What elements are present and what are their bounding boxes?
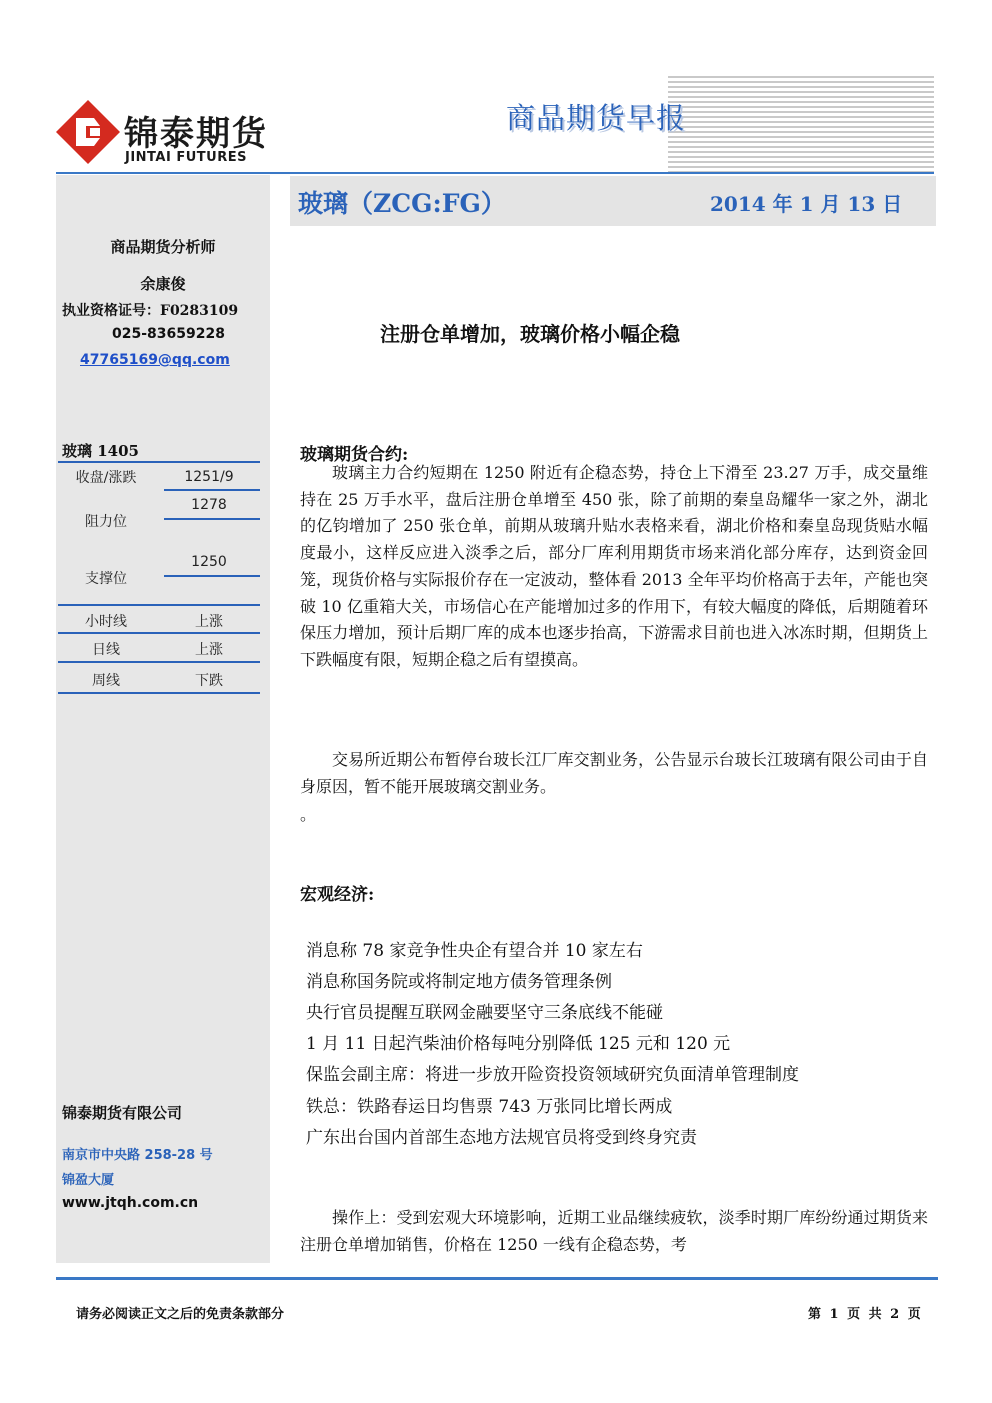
row-value-daily: 上涨 bbox=[195, 642, 223, 658]
company-website-link[interactable]: www.jtqh.com.cn bbox=[62, 1195, 199, 1211]
contract-paragraph: 玻璃主力合约短期在 1250 附近有企稳态势，持仓上下滑至 23.27 万手，成交量维持在 25 万手水平，盘后注册仓单增至 450 张，除了前期的秦皇岛耀华一家之外，湖北的亿钧增加了 250 张仓单，前期从玻璃升贴水表格来看，湖北价格和秦皇岛现货贴水幅度最小，这样反应进入淡季之后，部分厂库利用期货市场来消化部分库存，达到资金回笼，现货价格与实际报价存在一定波动，整体看 2013 全年平均价格高于去年，产能也突破 10 亿重箱大关，市场信心在产能增加过多的作用下，有较大幅度的降低，后期随着环保压力增加，预计后期厂库的成本也逐步抬高，下游需求目前也进入冰冻时期，但期货上下跌幅度有限，短期企稳之后有望摸高。 bbox=[300, 463, 928, 669]
row-value-hourly: 上涨 bbox=[195, 614, 223, 630]
table-divider bbox=[58, 692, 260, 694]
macro-news-item: 消息称国务院或将制定地方债务管理条例 bbox=[306, 972, 612, 992]
analyst-license: 执业资格证号：F0283109 bbox=[62, 303, 239, 319]
row-label-resistance: 阻力位 bbox=[85, 514, 127, 530]
macro-news-item: 保监会副主席：将进一步放开险资投资领域研究负面清单管理制度 bbox=[306, 1065, 799, 1085]
table-divider bbox=[164, 575, 260, 577]
row-value-close: 1251/9 bbox=[184, 469, 234, 485]
table-divider bbox=[164, 489, 260, 491]
headline: 注册仓单增加，玻璃价格小幅企稳 bbox=[380, 322, 680, 346]
row-label-hourly: 小时线 bbox=[85, 614, 127, 630]
report-title: 商品期货早报 bbox=[506, 101, 687, 135]
macro-news-item: 消息称 78 家竞争性央企有望合并 10 家左右 bbox=[306, 941, 643, 961]
analyst-name: 余康俊 bbox=[140, 275, 186, 293]
macro-news-item: 1 月 11 日起汽柴油价格每吨分别降低 125 元和 120 元 bbox=[306, 1034, 731, 1054]
analyst-email-link[interactable]: 47765169@qq.com bbox=[80, 352, 230, 368]
company-address: 南京市中央路 258-28 号 bbox=[62, 1148, 213, 1163]
brand-name-en: JINTAI FUTURES bbox=[125, 150, 247, 165]
stray-mark: 。 bbox=[300, 805, 317, 824]
macro-news-item: 铁总：铁路春运日均售票 743 万张同比增长两成 bbox=[306, 1097, 673, 1117]
row-label-support: 支撑位 bbox=[85, 571, 127, 587]
jintai-logo-icon bbox=[56, 100, 120, 164]
row-value-support: 1250 bbox=[191, 554, 227, 570]
row-label-weekly: 周线 bbox=[92, 673, 120, 689]
company-name: 锦泰期货有限公司 bbox=[62, 1104, 183, 1122]
report-date: 2014 年 1 月 13 日 bbox=[710, 192, 903, 216]
macro-news-item: 广东出台国内首部生态地方法规官员将受到终身究责 bbox=[306, 1128, 697, 1148]
analyst-phone: 025-83659228 bbox=[112, 326, 225, 342]
table-divider bbox=[58, 661, 260, 663]
macro-news-item: 央行官员提醒互联网金融要坚守三条底线不能碰 bbox=[306, 1003, 663, 1023]
page-number: 第 1 页 共 2 页 bbox=[808, 1307, 921, 1322]
table-divider bbox=[58, 461, 260, 463]
row-value-resistance: 1278 bbox=[191, 497, 227, 513]
footer-divider bbox=[56, 1277, 938, 1280]
table-divider bbox=[58, 632, 260, 634]
brand-name-cn: 锦泰期货 bbox=[124, 114, 268, 154]
row-label-close: 收盘/涨跌 bbox=[75, 470, 137, 486]
analyst-heading: 商品期货分析师 bbox=[110, 238, 216, 256]
row-value-weekly: 下跌 bbox=[195, 673, 223, 689]
company-logo bbox=[56, 100, 276, 172]
contract-section-title: 玻璃期货合约: bbox=[300, 445, 409, 465]
header-stripes bbox=[668, 76, 934, 172]
company-building: 锦盈大厦 bbox=[62, 1173, 115, 1188]
table-divider bbox=[164, 518, 260, 520]
table-divider bbox=[58, 604, 260, 606]
header-divider bbox=[56, 172, 934, 174]
macro-section-title: 宏观经济: bbox=[300, 885, 375, 905]
exchange-notice-paragraph: 交易所近期公布暂停台玻长江厂库交割业务，公告显示台玻长江玻璃有限公司由于自身原因，暂不能开展玻璃交割业务。 bbox=[300, 750, 928, 796]
disclaimer-note: 请务必阅读正文之后的免责条款部分 bbox=[76, 1307, 285, 1322]
quote-table-title: 玻璃 1405 bbox=[62, 442, 139, 460]
row-label-daily: 日线 bbox=[92, 642, 120, 658]
operation-paragraph: 操作上：受到宏观大环境影响，近期工业品继续疲软，淡季时期厂库纷纷通过期货来注册仓单增加销售，价格在 1250 一线有企稳态势，考 bbox=[300, 1208, 928, 1254]
product-name: 玻璃（ZCG:FG） bbox=[298, 189, 506, 218]
